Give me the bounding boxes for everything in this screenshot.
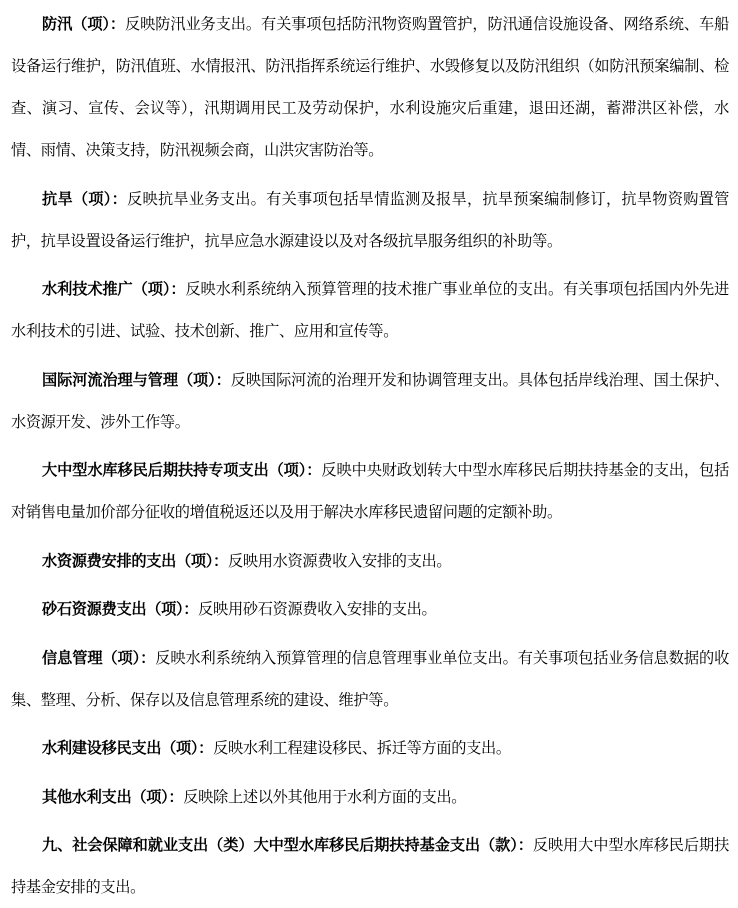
term-heading: 抗旱（项）： <box>42 189 128 208</box>
term-heading: 其他水利支出（项）： <box>42 787 184 806</box>
paragraph-information-management <box>11 637 729 721</box>
paragraph-text: 反映中央财政划转大中型水库移民后期扶持基金的支出，包括对销售电量加价部分征收的增值税返还以及用于解决水库移民遗留问题的定额补助。 <box>11 461 729 521</box>
paragraph-international-rivers <box>11 359 729 443</box>
term-heading: 水利建设移民支出（项）： <box>42 739 214 757</box>
paragraph-flood-control <box>11 3 729 171</box>
term-heading: 信息管理（项）： <box>42 648 156 667</box>
paragraph-drought-relief <box>11 178 729 262</box>
paragraph-water-construction-resettlement <box>11 727 729 769</box>
paragraph-text: 反映水利系统纳入预算管理的技术推广事业单位的支出。有关事项包括国内外先进水利技术的引进、试验、技术创新、推广、应用和宣传等。 <box>11 280 729 340</box>
paragraph-text: 反映国际河流的治理开发和协调管理支出。具体包括岸线治理、国土保护、水资源开发、涉外工作等。 <box>11 370 729 431</box>
term-heading: 水利技术推广（项）： <box>42 280 186 298</box>
term-heading: 砂石资源费支出（项）： <box>42 600 199 618</box>
paragraph-text: 反映防汛业务支出。有关事项包括防汛物资购置管护，防汛通信设施设备、网络系统、车船设备运行维护，防汛值班、水情报汛、防汛指挥系统运行维护、水毁修复以及防汛组织（如防汛预案编制、检查、演习、宣传、会议等），汛期调用民工及劳动保护，水利设施灾后重建，退田还湖，蓄滞洪区补偿，水情、雨情、决策支持，防汛视频会商，山洪灾害防治等。 <box>11 15 729 159</box>
term-heading: 大中型水库移民后期扶持专项支出（项）： <box>42 461 322 479</box>
paragraph-social-security-section <box>11 824 729 908</box>
paragraph-water-resource-fee <box>11 540 729 582</box>
paragraph-text: 反映除上述以外其他用于水利方面的支出。 <box>183 787 467 806</box>
paragraph-text: 反映用大中型水库移民后期扶持基金安排的支出。 <box>11 836 729 896</box>
paragraph-water-tech-promotion <box>11 268 729 352</box>
term-heading: 防汛（项）： <box>42 15 126 33</box>
paragraph-text: 反映抗旱业务支出。有关事项包括旱情监测及报旱，抗旱预案编制修订，抗旱物资购置管护，抗旱设置设备运行维护，抗旱应急水源建设以及对各级抗旱服务组织的补助等。 <box>11 189 729 250</box>
paragraph-text: 反映水利工程建设移民、拆迁等方面的支出。 <box>213 739 511 757</box>
paragraph-text: 反映用砂石资源费收入安排的支出。 <box>198 600 437 618</box>
term-heading: 水资源费安排的支出（项）： <box>42 551 228 570</box>
paragraph-text: 反映水利系统纳入预算管理的信息管理事业单位支出。有关事项包括业务信息数据的收集、整理、分析、保存以及信息管理系统的建设、维护等。 <box>11 648 729 709</box>
paragraph-sand-gravel-fee <box>11 588 729 630</box>
paragraph-text: 反映用水资源费收入安排的支出。 <box>227 551 452 570</box>
paragraph-reservoir-resettlement-special <box>11 449 729 533</box>
paragraph-other-water-expenditure <box>11 776 729 818</box>
term-heading: 九、社会保障和就业支出（类）大中型水库移民后期扶持基金支出（款）： <box>42 836 533 854</box>
term-heading: 国际河流治理与管理（项）： <box>42 370 231 389</box>
